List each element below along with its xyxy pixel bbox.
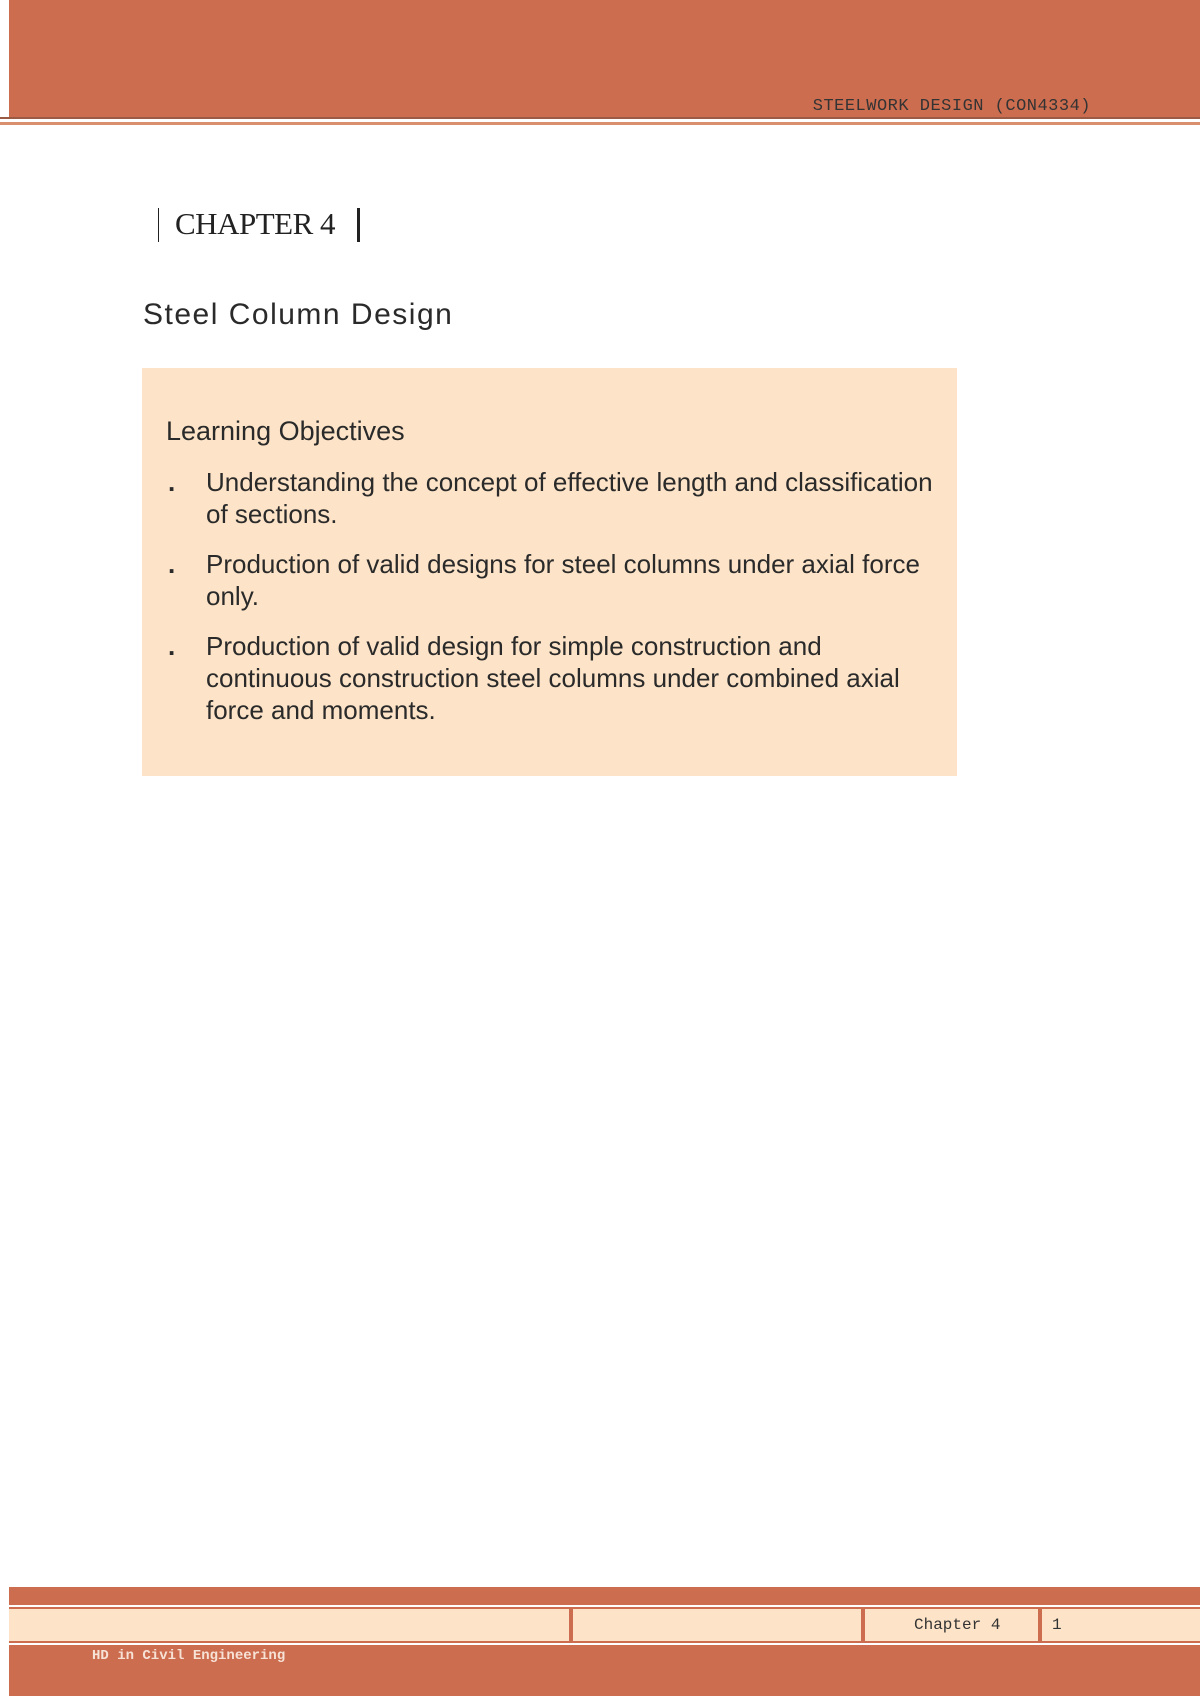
learning-objectives-heading: Learning Objectives — [166, 416, 405, 446]
footer-cell — [9, 1609, 569, 1641]
chapter-bar-right — [357, 208, 360, 242]
chapter-bar-left — [158, 208, 159, 242]
footer-page-number: 1 — [1052, 1616, 1062, 1634]
list-item — [166, 466, 946, 530]
bullet-icon: . — [168, 549, 176, 579]
bullet-icon: . — [168, 467, 176, 497]
footer-cell — [1042, 1609, 1200, 1641]
chapter-title: Steel Column Design — [143, 298, 454, 331]
footer-top-band — [9, 1587, 1200, 1605]
bullet-icon: . — [168, 631, 176, 661]
objective-text: Production of valid design for simple construction and continuous construction steel columns under combined axial force and moments. — [206, 631, 900, 725]
learning-objectives-list — [166, 466, 946, 744]
objective-text: Production of valid designs for steel columns under axial force only. — [206, 549, 920, 611]
footer-table — [9, 1607, 1200, 1643]
list-item — [166, 630, 946, 726]
header-course-title: STEELWORK DESIGN (CON4334) — [812, 97, 1091, 116]
footer-cell — [573, 1609, 861, 1641]
footer-programme: HD in Civil Engineering — [92, 1648, 286, 1664]
header-rule-accent — [0, 122, 1200, 125]
footer-chapter-label: Chapter 4 — [914, 1616, 1001, 1634]
chapter-label: CHAPTER 4 — [175, 206, 335, 241]
learning-objectives-panel — [142, 368, 957, 776]
list-item — [166, 548, 946, 612]
header-rule — [0, 117, 1200, 119]
objective-text: Understanding the concept of effective length and classification of sections. — [206, 467, 933, 529]
